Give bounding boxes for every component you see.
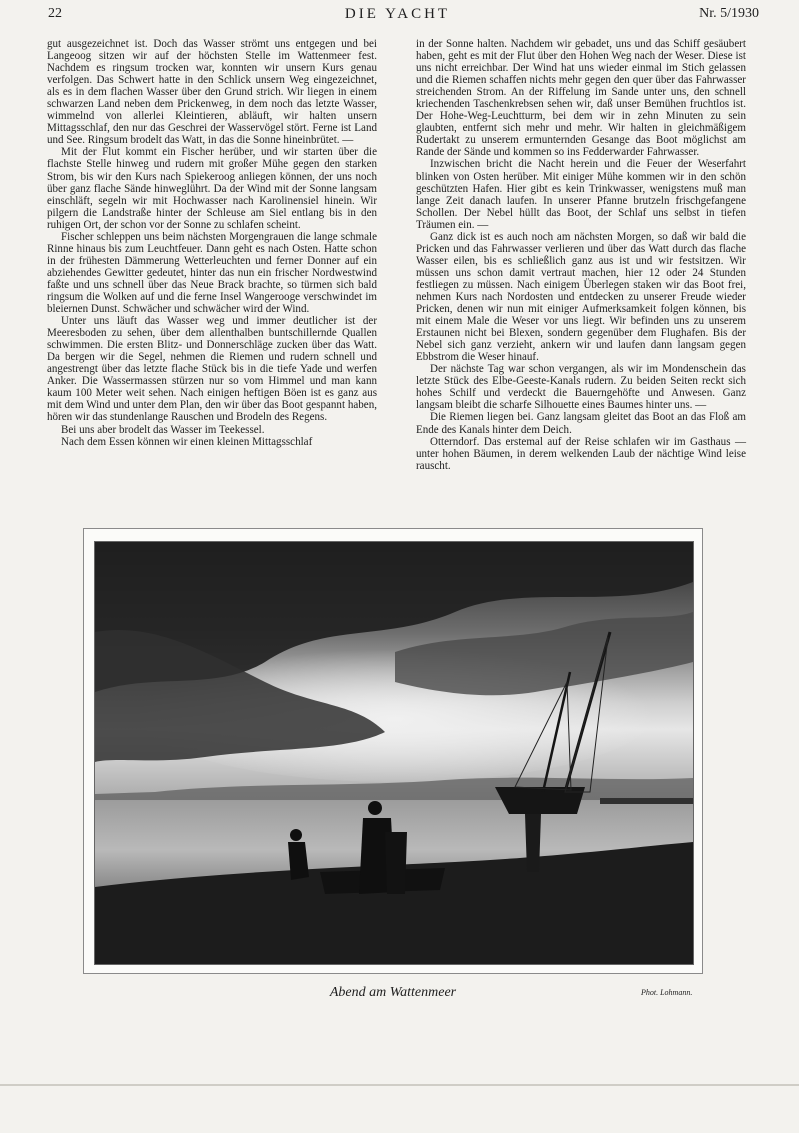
paragraph: in der Sonne halten. Nachdem wir gebadet, uns und das Schiff gesäubert haben, geht es mit der Flut über den Hohen Weg nach der Weser. Diese ist uns nicht erreichbar. Der Wind hat uns wieder einmal im Stich gelassen und die Riemen schaffen nichts mehr gegen den quer über das Fahrwasser streichenden Strom. An der Riffelung im Sande unter uns, den schnell kriechenden Taschenkrebsen sehen wir, daß unser Bemühen fruchtlos ist. Der Hohe-Weg-Leuchtturm, bei dem wir in zehn Minuten zu sein glaubten, entfernt sich mehr und mehr. Wir halten in gleichmäßigem Rudertakt zu unserem ermunternden Gesange das Boot möglichst am Rande der Sände und kommen so ins Fedderwarder Fahrwasser. bbox=[416, 38, 746, 159]
paragraph: Fischer schleppen uns beim nächsten Morgengrauen die lange schmale Rinne hinaus bis zum Leuchtfeuer. Dann geht es nach Osten. Hatte schon in der frühesten Dämmerung Wetterleuchten und ferner Donner auf ein abziehendes Gewitter gedeutet, hinter das nun ein frischer Nordwestwind faßte und uns schnell über das Neue Brack brachte, so türmen sich bald ringsum die Wolken auf und die ferne Insel Wangerooge verschwindet im bleiernen Dunst. Schwächer und schwächer wird der Wind. bbox=[47, 230, 377, 316]
figure-second bbox=[385, 832, 407, 894]
issue-number: Nr. 5/1930 bbox=[699, 6, 759, 21]
running-header bbox=[36, 6, 759, 28]
page-bottom-edge bbox=[0, 1084, 799, 1086]
distant-shore bbox=[600, 798, 693, 804]
figure-child-head bbox=[290, 829, 302, 841]
paragraph: Mit der Flut kommt ein Fischer herüber, und wir starten über die flachste Stelle hinweg und rudern mit großer Mühe gegen den starken Strom, bis wir den Kurs nach Spiekeroog anliegen können, der uns noch über ganz flache Sände hinweglührt. Da der Wind mit der Sonne langsam einschläft, segeln wir mit Hochwasser nach Karolinensiel hinein. Wir pilgern die Landstraße hinter der Schleuse am Siel entlang bis in den ruhigen Ort, der schon vor der Sonne zu schlafen scheint. bbox=[47, 146, 377, 231]
paragraph: Otterndorf. Das erstemal auf der Reise schlafen wir im Gasthaus — unter hohen Bäumen, in derem welkenden Laub der nächtige Wind leise rauscht. bbox=[416, 435, 746, 472]
photo-credit: Phot. Lohmann. bbox=[641, 988, 693, 997]
paragraph: Ganz dick ist es auch noch am nächsten Morgen, so daß wir bald die Pricken und das Fahrwasser verlieren und über das Watt durch das flache Wasser eilen, bis es schließlich ganz aus ist und wir festsitzen. Wir müssen uns schon damit vertraut machen, hier 12 oder 24 Stunden festliegen zu müssen. Nach einigem Überlegen staken wir das Boot frei, nehmen Kurs nach Nordosten und entdecken zu unserer Freude wieder Pricken, denen wir nun mit einiger Aufmerksamkeit folgen können, bis mit einem Male die Weser vor uns liegt. Wir befinden uns zu unserem Erstaunen nicht bei Blexen, sondern gegenüber dem Flughafen. Bis der Nebel sich ganz verzieht, ankern wir und laufen dann langsam gegen Ebbstrom die Weser hinauf. bbox=[416, 230, 746, 364]
right-column bbox=[416, 38, 746, 472]
paragraph: Inzwischen bricht die Nacht herein und die Feuer der Weserfahrt blinken von Osten herüber. Mit einiger Mühe kommen wir in den schön geschützten Hafen. Hier gibt es kein Trinkwasser, wenigstens muß man lange Zeit danach laufen. In unserer Pfanne brutzeln frischgefangene Schollen. Der Nebel hüllt das Boot, der Schlaf uns selbst in tiefen Träumen ein. — bbox=[416, 158, 746, 231]
figure-adult-head bbox=[368, 801, 382, 815]
paragraph: Bei uns aber brodelt das Wasser im Teekessel. bbox=[61, 423, 265, 436]
figure-wading bbox=[525, 814, 541, 872]
paragraph: Die Riemen liegen bei. Ganz langsam gleitet das Boot an das Floß am Ende des Kanals hinter dem Deich. bbox=[416, 411, 746, 436]
paragraph: Nach dem Essen können wir einen kleinen Mittagsschlaf bbox=[61, 435, 313, 448]
paragraph: Unter uns läuft das Wasser weg und immer deutlicher ist der Meeresboden zu sehen, über dem allenthalben buntschillernde Quallen schwimmen. Die ersten Blitz- und Donnerschläge zucken über das Watt. Da bergen wir die Segel, nehmen die Riemen und rudern schnell und angestrengt über das letzte flache Stück bis in die tiefe Yade und werfen Anker. Die Wassermassen stürzen nur so vom Himmel und man kann kaum 100 Meter weit sehen. Nach einigen heftigen Böen ist es ganz aus mit dem Wind und unter dem Plan, den wir über das Boot gespannt haben, hören wir das stundenlange Rauschen und Brodeln des Regens. bbox=[47, 315, 377, 424]
photo-frame bbox=[83, 528, 703, 974]
paragraph: Der nächste Tag war schon vergangen, als wir im Mondenschein das letzte Stück des Elbe-Geeste-Kanals rudern. Zu beiden Seiten reckt sich hohes Schilf und verdeckt die Bauerngehöfte und Anwesen. Ganz langsam bleibt die scharfe Silhouette eines Baumes hinter uns. — bbox=[416, 363, 746, 412]
wattenmeer-evening-photo bbox=[94, 541, 694, 965]
figure-caption: Abend am Wattenmeer bbox=[329, 985, 457, 1000]
ship-hull bbox=[495, 787, 585, 814]
left-column bbox=[47, 38, 377, 448]
paragraph: gut ausgezeichnet ist. Doch das Wasser strömt uns entgegen und bei Langeoog sitzen wir auf der höchsten Stelle im Wattenmeer fest. Nachdem es ringsum trocken war, konnten wir unsern Kurs genau verfolgen. Das Schwert hatte in den Schlick unsern Weg eingezeichnet, als es in dem flachen Wasser über den Grund strich. Wir liegen in einem schwarzen Land neben dem Prickenweg, in dem noch das letzte Wasser, wimmelnd von allerlei Kleintieren, abläuft, wir halten unsern Mittagsschlaf, den nur das Geschrei der Wasservögel stört. Ferne ist Land und See. Ringsum brodelt das Watt, in das die Sonne hineinbrütet. — bbox=[47, 38, 377, 147]
running-title: DIE YACHT bbox=[344, 6, 451, 22]
page-number: 22 bbox=[48, 6, 62, 21]
